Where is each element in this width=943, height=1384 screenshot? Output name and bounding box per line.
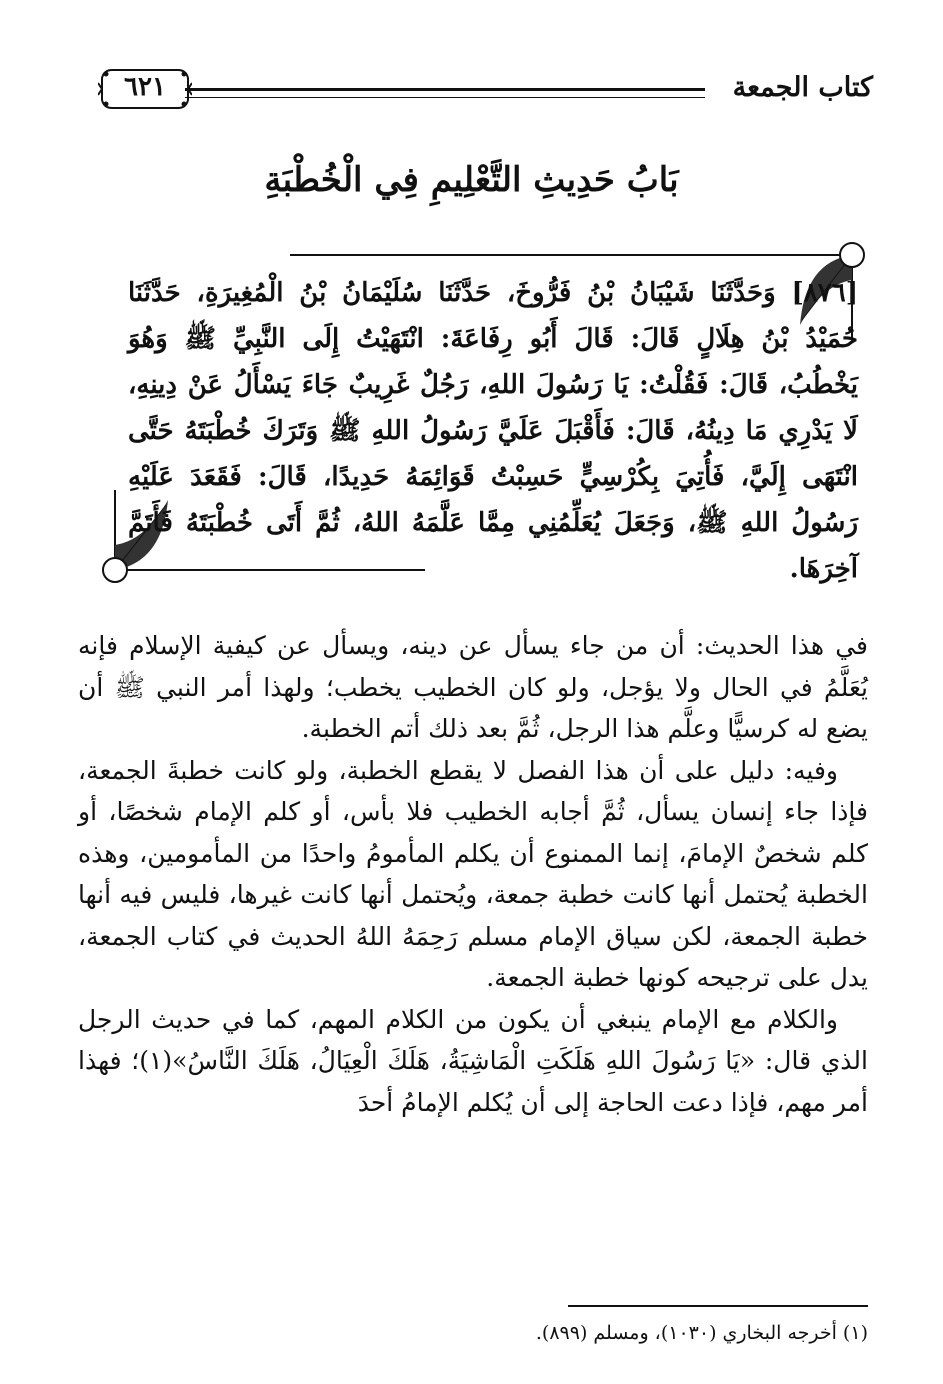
hadith-text-block [128, 270, 858, 592]
footnote-rule [568, 1305, 868, 1307]
footnote: (١) أخرجه البخاري (١٠٣٠)، ومسلم (٨٩٩). [535, 1322, 868, 1344]
running-title: كتاب الجمعة [732, 72, 873, 103]
page-number: ٦٢١ [124, 72, 166, 102]
commentary-paragraph: والكلام مع الإمام ينبغي أن يكون من الكلام المهم، كما في حديث الرجل الذي قال: «يَا رَسُولَ اللهِ هَلَكَتِ الْمَاشِيَةُ، هَلَكَ الْعِيَالُ، هَلَكَ النَّاسُ»(١)؛ فهذا أمر مهم، فإذا دعت الحاجة إلى أن يُكلم الإمامُ أحدَ [78, 1004, 868, 1117]
header-rule [185, 88, 705, 98]
commentary-paragraph: وفيه: دليل على أن هذا الفصل لا يقطع الخطبة، ولو كانت خطبةَ الجمعة، فإذا جاء إنسان يسأل، ثُمَّ أجابه الخطيب فلا بأس، أو كلم الإمام شخصًا، أو كلم شخصٌ الإمامَ، إنما الممنوع أن يكلم المأمومُ واحدًا من المأمومين، وهذه الخطبة يُحتمل أنها كانت خطبة جمعة، ويُحتمل أنها كانت غيرها، فليس فيه أنها خطبة الجمعة، لكن سياق الإمام مسلم رَحِمَهُ اللهُ الحديث في كتاب الجمعة، يدل على ترجيحه كونها خطبة الجمعة. [78, 755, 868, 992]
commentary-paragraph: في هذا الحديث: أن من جاء يسأل عن دينه، ويسأل عن كيفية الإسلام فإنه يُعَلَّمُ في الحال ولا يؤجل، ولو كان الخطيب يخطب؛ ولهذا أمر النبي ﷺ أن يضع له كرسيًّا وعلَّم هذا الرجل، ثُمَّ بعد ذلك أتم الخطبة. [78, 631, 868, 743]
chapter-title: بَابُ حَدِيثِ التَّعْلِيمِ فِي الْخُطْبَةِ [264, 160, 679, 200]
page-number-badge [98, 66, 192, 112]
commentary [78, 625, 868, 1123]
hadith-text: [٨٧٦] وَحَدَّثَنَا شَيْبَانُ بْنُ فَرُّوخَ، حَدَّثَنَا سُلَيْمَانُ بْنُ الْمُغِيرَةِ، حَدَّثَنَا حُمَيْدُ بْنُ هِلَالٍ قَالَ: قَالَ أَبُو رِفَاعَةَ: انْتَهَيْتُ إِلَى النَّبِيِّ ﷺ وَهُوَ يَخْطُبُ، قَالَ: فَقُلْتُ: يَا رَسُولَ اللهِ، رَجُلٌ غَرِيبٌ جَاءَ يَسْأَلُ عَنْ دِينِهِ، لَا يَدْرِي مَا دِينُهُ، قَالَ: فَأَقْبَلَ عَلَيَّ رَسُولُ اللهِ ﷺ وَتَرَكَ خُطْبَتَهُ حَتَّى انْتَهَى إِلَيَّ، فَأُتِيَ بِكُرْسِيٍّ حَسِبْتُ قَوَائِمَهُ حَدِيدًا، قَالَ: فَقَعَدَ عَلَيْهِ رَسُولُ اللهِ ﷺ، وَجَعَلَ يُعَلِّمُنِي مِمَّا عَلَّمَهُ اللهُ، ثُمَّ أَتَى خُطْبَتَهُ فَأَتَمَّ آخِرَهَا. [128, 278, 858, 584]
